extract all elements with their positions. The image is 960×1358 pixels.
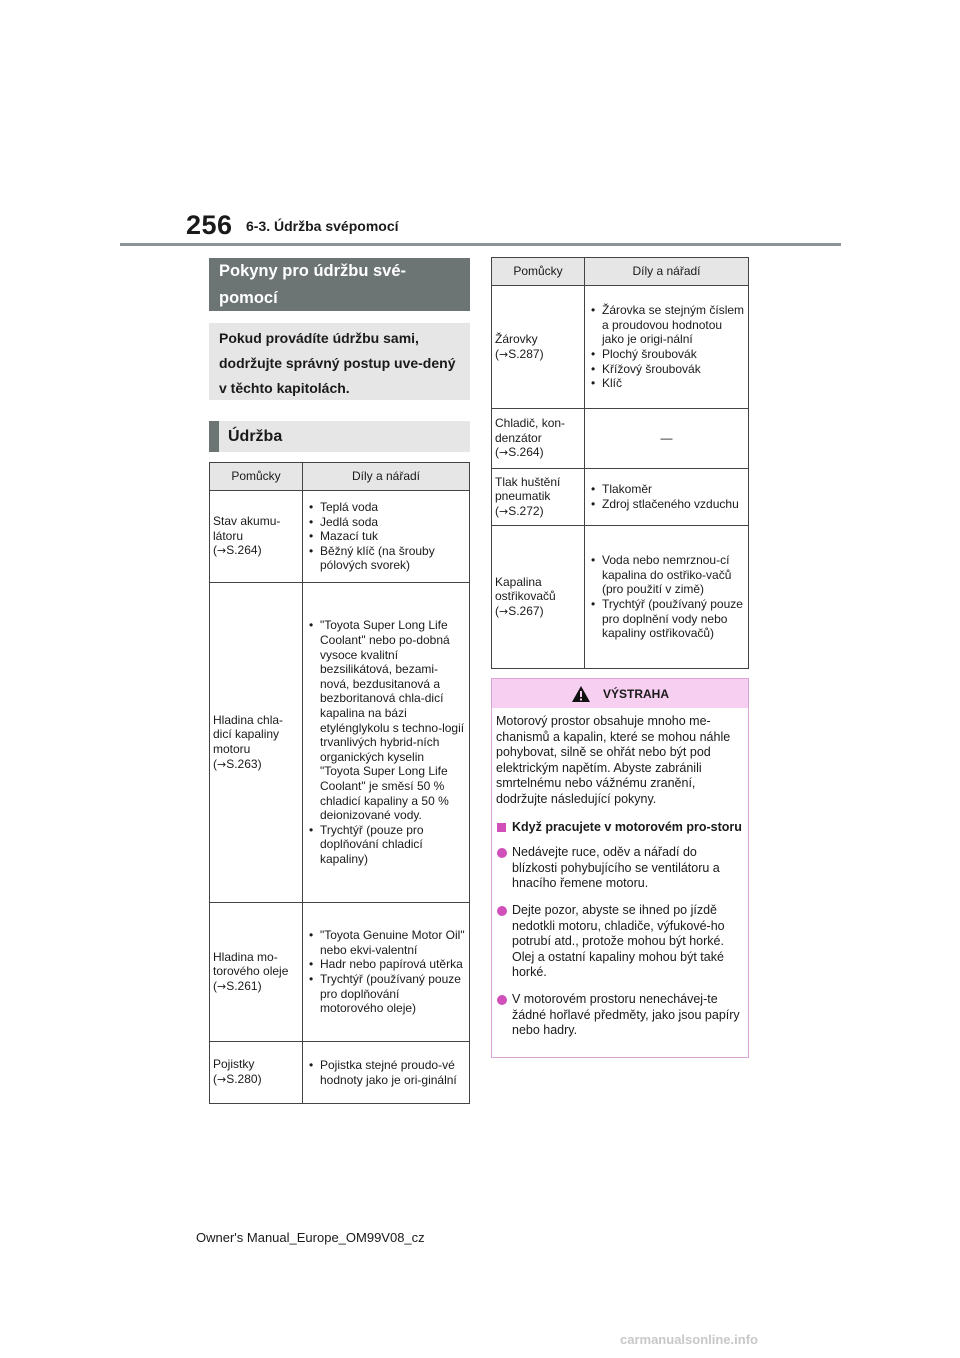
ref-arrow-icon: → xyxy=(217,979,227,993)
ref-arrow-icon: → xyxy=(217,1073,227,1086)
square-bullet-icon xyxy=(497,823,506,832)
tools-cell-empty: — xyxy=(585,409,749,469)
warning-point xyxy=(496,992,744,1039)
subsection-heading-text: Údržba xyxy=(228,427,283,445)
part-name: Hladina mo-torového oleje xyxy=(213,949,289,979)
ref-arrow-icon: → xyxy=(217,544,227,558)
page-ref: S.261 xyxy=(226,978,258,993)
list-item: • Trychtýř (používaný pouze pro doplňování motorového oleje) xyxy=(306,972,466,1016)
list-item: • Tlakoměr xyxy=(588,482,745,497)
list-item: • "Toyota Genuine Motor Oil" nebo ekvi-valentní xyxy=(306,928,466,957)
maintenance-table-left xyxy=(209,462,470,1104)
footer-manual-id: Owner's Manual_Europe_OM99V08_cz xyxy=(196,1230,425,1245)
table-row xyxy=(210,1042,470,1104)
page-ref: S.264 xyxy=(226,543,258,558)
tools-cell xyxy=(585,526,749,669)
page-ref: S.287 xyxy=(508,346,540,361)
part-name: Tlak huštění pneumatik xyxy=(495,474,561,504)
page-number: 256 xyxy=(186,210,233,240)
page-ref: S.280 xyxy=(226,1072,258,1086)
ref-arrow-icon: → xyxy=(499,446,509,460)
part-cell: Chladič, kon-denzátor (→S.264) xyxy=(492,409,585,469)
part-cell: Stav akumu-látoru (→S.264) xyxy=(210,491,303,583)
list-item: • Zdroj stlačeného vzduchu xyxy=(588,497,745,512)
warning-point-text: V motorovém prostoru nenechávej-te žádné hořlavé předměty, jako jsou papíry nebo hadry. xyxy=(512,991,740,1038)
circle-bullet-icon xyxy=(497,995,507,1005)
table-row xyxy=(492,409,749,469)
warning-subheading xyxy=(496,820,744,836)
section-heading xyxy=(209,258,470,311)
part-name: Chladič, kon-denzátor xyxy=(495,416,566,445)
tools-cell xyxy=(585,469,749,526)
ref-arrow-icon: → xyxy=(499,347,509,361)
table-row xyxy=(210,903,470,1042)
table-row xyxy=(210,491,470,583)
section-title: 6-3. Údržba svépomocí xyxy=(246,218,399,234)
part-name: Stav akumu-látoru xyxy=(213,514,281,543)
warning-point xyxy=(496,903,744,981)
ref-arrow-icon: → xyxy=(499,604,509,618)
list-item: • Trychtýř (používaný pouze pro doplnění vody nebo kapaliny ostřikovačů) xyxy=(588,597,745,641)
ref-arrow-icon: → xyxy=(217,757,227,771)
col-header-part: Pomůcky xyxy=(210,463,303,491)
watermark: carmanualsonline.info xyxy=(620,1332,758,1347)
section-intro: Pokud provádíte údržbu sami, dodržujte správný postup uve-dený v těchto kapitolách. xyxy=(209,323,470,400)
list-item: • Voda nebo nemrznou-cí kapalina do ostřiko-vačů (pro použití v zimě) xyxy=(588,553,745,597)
section-heading-text: Pokyny pro údržbu své-pomocí xyxy=(219,261,407,307)
subsection-heading xyxy=(209,421,470,452)
tools-cell xyxy=(585,286,749,409)
list-item: • Žárovka se stejným číslem a proudovou hodnotou jako je origi-nální xyxy=(588,303,745,347)
maintenance-table-right xyxy=(491,257,749,669)
warning-triangle-icon xyxy=(571,685,591,703)
col-header-part: Pomůcky xyxy=(492,258,585,286)
list-item: • Teplá voda xyxy=(306,500,466,515)
list-item: • Plochý šroubovák xyxy=(588,347,745,362)
page-ref: S.272 xyxy=(508,503,540,518)
table-row xyxy=(492,526,749,669)
page-ref: S.263 xyxy=(226,756,258,771)
warning-point xyxy=(496,845,744,892)
ref-arrow-icon: → xyxy=(499,504,509,518)
warning-intro: Motorový prostor obsahuje mnoho me-chanismů a kapalin, které se mohou náhle pohybovat, silně se ohřát nebo být pod elektrickým napětím. Abyste zabránili smrtelnému nebo vážnému zranění, dodržujte následující pokyny. xyxy=(496,714,731,806)
warning-title: VÝSTRAHA xyxy=(602,686,669,701)
list-item: • Mazací tuk xyxy=(306,529,466,544)
list-item: • Pojistka stejné proudo-vé hodnoty jako je ori-ginální xyxy=(306,1058,466,1087)
part-cell: Hladina mo-torového oleje (→S.261) xyxy=(210,903,303,1042)
table-row xyxy=(210,583,470,903)
page-ref: S.267 xyxy=(508,603,540,618)
list-item: • Křížový šroubovák xyxy=(588,362,745,377)
part-cell: Tlak huštění pneumatik (→S.272) xyxy=(492,469,585,526)
tools-cell xyxy=(303,491,470,583)
tools-cell xyxy=(303,903,470,1042)
part-name: Pojistky xyxy=(213,1057,255,1072)
tools-cell xyxy=(303,1042,470,1104)
part-name: Hladina chla-dicí kapaliny motoru xyxy=(213,712,284,756)
table-row xyxy=(492,469,749,526)
list-item: • Jedlá soda xyxy=(306,515,466,530)
warning-point-text: Dejte pozor, abyste se ihned po jízdě nedotkli motoru, chladiče, výfukové-ho potrubí atd., protože mohou být horké. Olej a ostatní kapaliny mohou být také horké. xyxy=(512,902,725,980)
part-cell: Hladina chla-dicí kapaliny motoru (→S.263) xyxy=(210,583,303,903)
part-name: Kapalina ostřikovačů xyxy=(495,574,556,604)
warning-header xyxy=(492,679,748,708)
col-header-tools: Díly a nářadí xyxy=(303,463,470,491)
subsection-bar xyxy=(209,421,219,452)
warning-subheading-text: Když pracujete v motorovém pro-storu xyxy=(512,819,742,834)
part-name: Žárovky xyxy=(495,331,538,346)
list-item: • Běžný klíč (na šrouby pólových svorek) xyxy=(306,544,466,573)
list-item: • "Toyota Super Long Life Coolant" nebo po-dobná vysoce kvalitní bezsilikátová, bezami-nová, bezdusitanová a bezboritanová chla-dicí kapalina na bázi etylénglykolu s techno-logií trvanlivých hybrid-ních organických kyselin "Toyota Super Long Life Coolant" je směsí 50 % chladicí kapaliny a 50 % deionizované vody. xyxy=(306,618,466,822)
col-header-tools: Díly a nářadí xyxy=(585,258,749,286)
tools-cell xyxy=(303,583,470,903)
list-item: • Trychtýř (pouze pro doplňování chladicí kapaliny) xyxy=(306,823,466,867)
circle-bullet-icon xyxy=(497,848,507,858)
table-row xyxy=(492,286,749,409)
page-ref: S.264 xyxy=(508,445,540,460)
header-rule xyxy=(120,243,841,246)
warning-box xyxy=(491,678,749,1058)
part-cell: Kapalina ostřikovačů (→S.267) xyxy=(492,526,585,669)
circle-bullet-icon xyxy=(497,906,507,916)
warning-body xyxy=(492,708,748,1039)
list-item: • Hadr nebo papírová utěrka xyxy=(306,957,466,972)
part-cell: Žárovky (→S.287) xyxy=(492,286,585,409)
part-cell: Pojistky (→S.280) xyxy=(210,1042,303,1104)
warning-point-text: Nedávejte ruce, oděv a nářadí do blízkosti pohybujícího se ventilátoru a hnacího řemene motoru. xyxy=(512,845,720,891)
list-item: • Klíč xyxy=(588,376,745,391)
